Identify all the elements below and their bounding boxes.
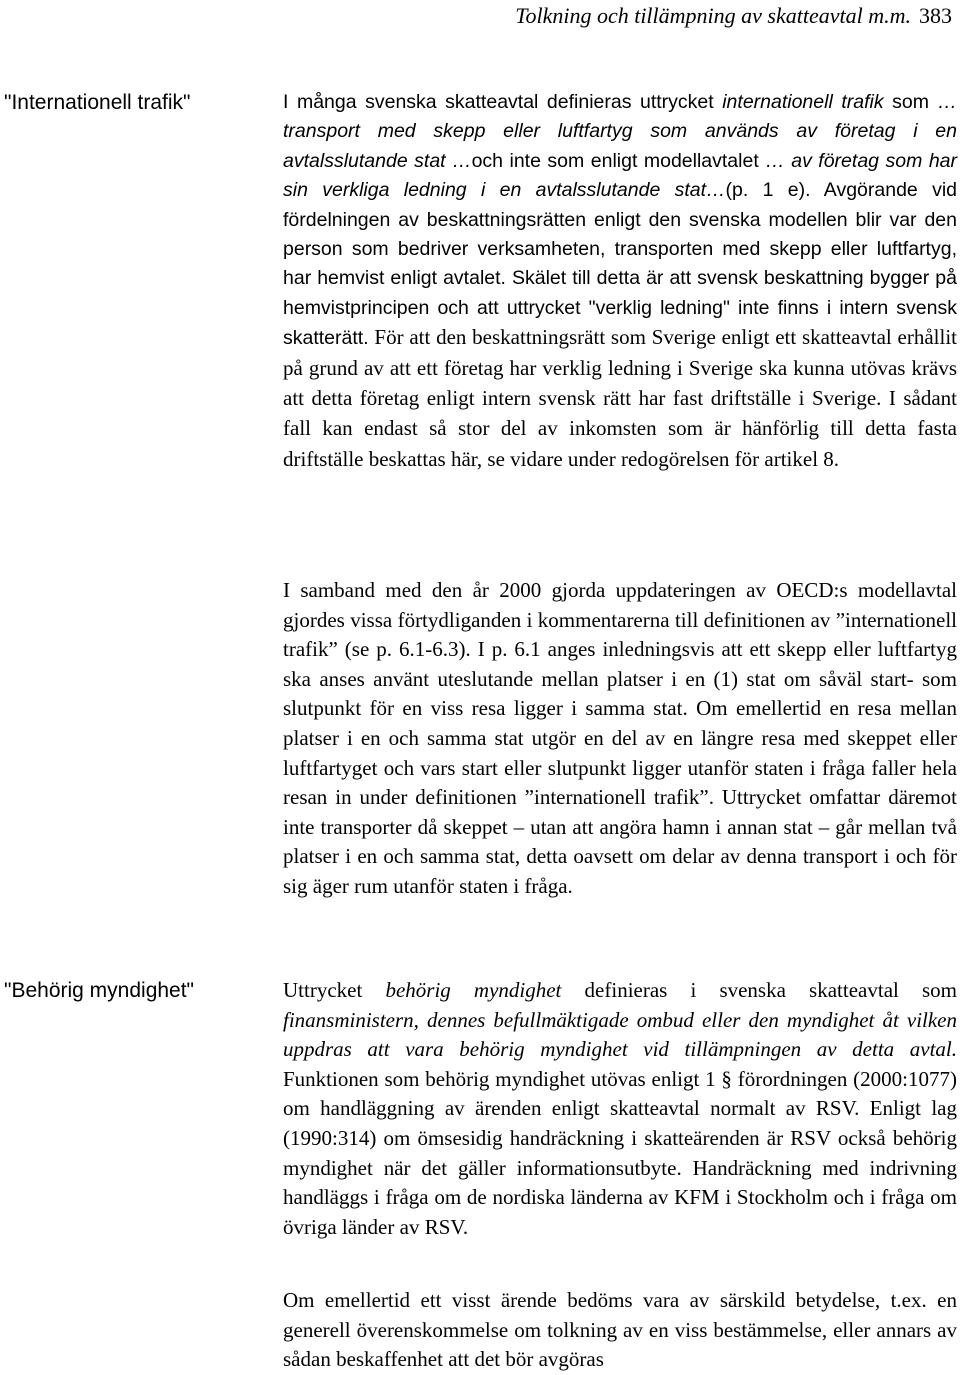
term-internationell-trafik: internationell trafik [722, 91, 884, 113]
quoted-definition: … transport med skepp eller luftfartyg som används av företag i en avtalsslutande stat … [283, 91, 957, 172]
running-header [0, 2, 952, 30]
text-run: Funktionen som behörig myndighet utövas enligt 1 § förordningen (2000:1077) om handläggning av ärenden enligt skatteavtal normalt av RSV. Enligt lag (1990:314) om ömsesidig handräckning i skatteärenden är RSV också behörig myndighet när det gäller informationsutbyte. Handräckning med indrivning handläggs i fråga om de nordiska länderna av KFM i Stockholm och i fråga om övriga länder av RSV. [283, 1066, 957, 1239]
paragraph-text: Om emellertid ett visst ärende bedöms vara av särskild betydelse, t.ex. en generell överenskommelse om tolkning av en viss bestämmelse, eller annars av sådan beskaffenhet att det bör avgöras [283, 1288, 957, 1372]
text-run: och inte som enligt modellavtalet [471, 149, 766, 172]
side-heading-internationell-trafik: "Internationell trafik" [4, 91, 191, 114]
text-run: som [883, 91, 938, 113]
paragraph-oecd-update [283, 576, 957, 902]
quoted-definition: finansministern, dennes befullmäktigade ombud eller den myndighet åt vilken uppdras att vara behörig myndighet vid tillämpningen av detta avtal. [283, 1007, 957, 1062]
paragraph-internationell-trafik-definition [283, 88, 957, 475]
text-run: I många svenska skatteavtal definieras uttrycket [283, 91, 723, 113]
text-run: För att den beskattningsrätt som Sverige enligt ett skatteavtal erhållit på grund av att ett företag har verklig ledning i Sverige ska kunna utövas krävs att detta företag enligt intern svensk rätt har fast driftställe i Sverige. I sådant fall kan endast så stor del av inkomsten som är hänförlig till detta fasta driftställe beskattas här, se vidare under redogörelsen för artikel 8. [283, 325, 957, 471]
text-run: definieras i svenska skatteavtal som [561, 978, 957, 1002]
quoted-model-definition: … av företag som har sin verkliga ledning i en avtalsslutande stat… [283, 149, 957, 202]
text-run: (p. 1 e). [725, 179, 824, 202]
paragraph-behorig-myndighet-definition [283, 976, 957, 1242]
text-run: Avgörande vid fördelningen av beskattningsrätten enligt den svenska modellen blir var den person som bedriver verksamheten, transporten med skepp eller luftfartyg, har hemvist enligt avtalet. Skälet till detta är att svensk beskattning bygger på hemvistprincipen och att uttrycket "verklig ledning" inte finns i intern svensk skatterätt. [283, 179, 958, 350]
paragraph-text: I samband med den år 2000 gjorda uppdateringen av OECD:s modellavtal gjordes vissa förtydliganden i kommentarerna till definitionen av ”internationell trafik” (se p. 6.1-6.3). I p. 6.1 anges inledningsvis att ett skepp eller luftfartyg ska anses använt uteslutande mellan platser i en (1) stat om såväl start- som slutpunkt för en viss resa ligger i samma stat. Om emellertid en resa mellan platser i en och samma stat utgör en del av en längre resa med skeppet eller luftfartyget och vars start eller slutpunkt ligger utanför staten i fråga faller hela resan in under definitionen ”internationell trafik”. Uttrycket omfattar däremot inte transporter då skeppet – utan att angöra hamn i annan stat – går mellan två platser i en och samma stat, detta oavsett om delar av denna transport i och för sig äger rum utanför staten i fråga. [283, 578, 957, 898]
running-title: Tolkning och tillämpning av skatteavtal m.m. [515, 3, 911, 28]
side-heading-behorig-myndighet: "Behörig myndighet" [4, 979, 195, 1002]
paragraph-sarskild-betydelse [283, 1286, 957, 1375]
term-behorig-myndighet: behörig myndighet [385, 978, 562, 1002]
page-number: 383 [919, 3, 952, 28]
text-run: Uttrycket [283, 978, 386, 1002]
